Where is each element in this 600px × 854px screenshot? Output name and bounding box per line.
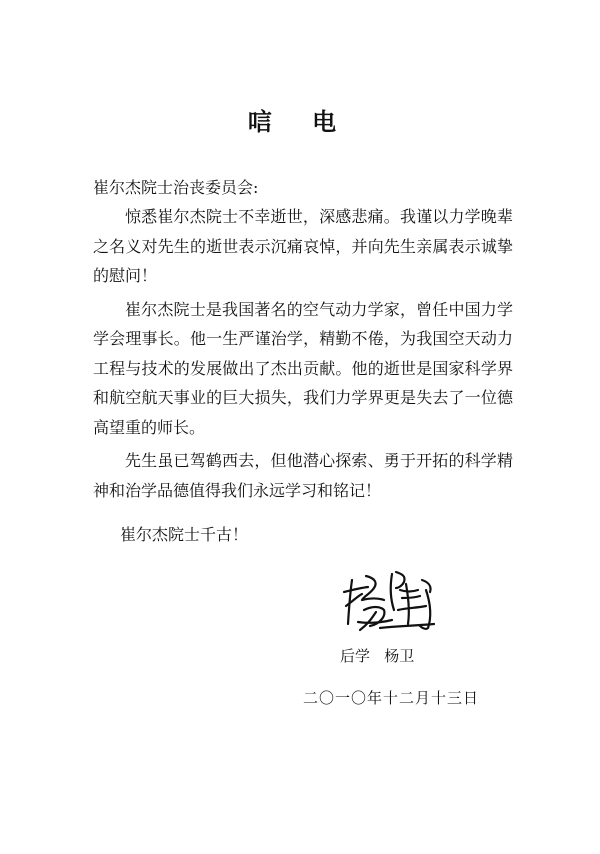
- signatory: 后学 杨卫: [340, 647, 415, 665]
- salutation: 崔尔杰院士治丧委员会:: [93, 178, 259, 197]
- paragraph-tribute: 先生虽已驾鹤西去，但他潜心探索、勇于开拓的科学精神和治学品德值得我们永远学习和铭记！: [93, 451, 513, 500]
- paragraph-biography: 崔尔杰院士是我国著名的空气动力学家，曾任中国力学学会理事长。他一生严谨治学，精勤不倦，为我国空天动力工程与技术的发展做出了杰出贡献。他的逝世是国家科学界和航空航天事业的巨大损失，我们力学界更是失去了一位德高望重的师长。: [93, 299, 513, 437]
- letter-body: [93, 202, 513, 509]
- paragraph-condolence: 惊悉崔尔杰院士不幸逝世，深感悲痛。我谨以力学晚辈之名义对先生的逝世表示沉痛哀悼，并向先生亲属表示诚挚的慰问！: [93, 207, 513, 285]
- closing-line: 崔尔杰院士千古！: [120, 525, 249, 544]
- page-title: 唁 电: [247, 108, 353, 136]
- handwritten-signature: [340, 566, 440, 636]
- letter-date: 二〇一〇年十二月十三日: [303, 689, 480, 707]
